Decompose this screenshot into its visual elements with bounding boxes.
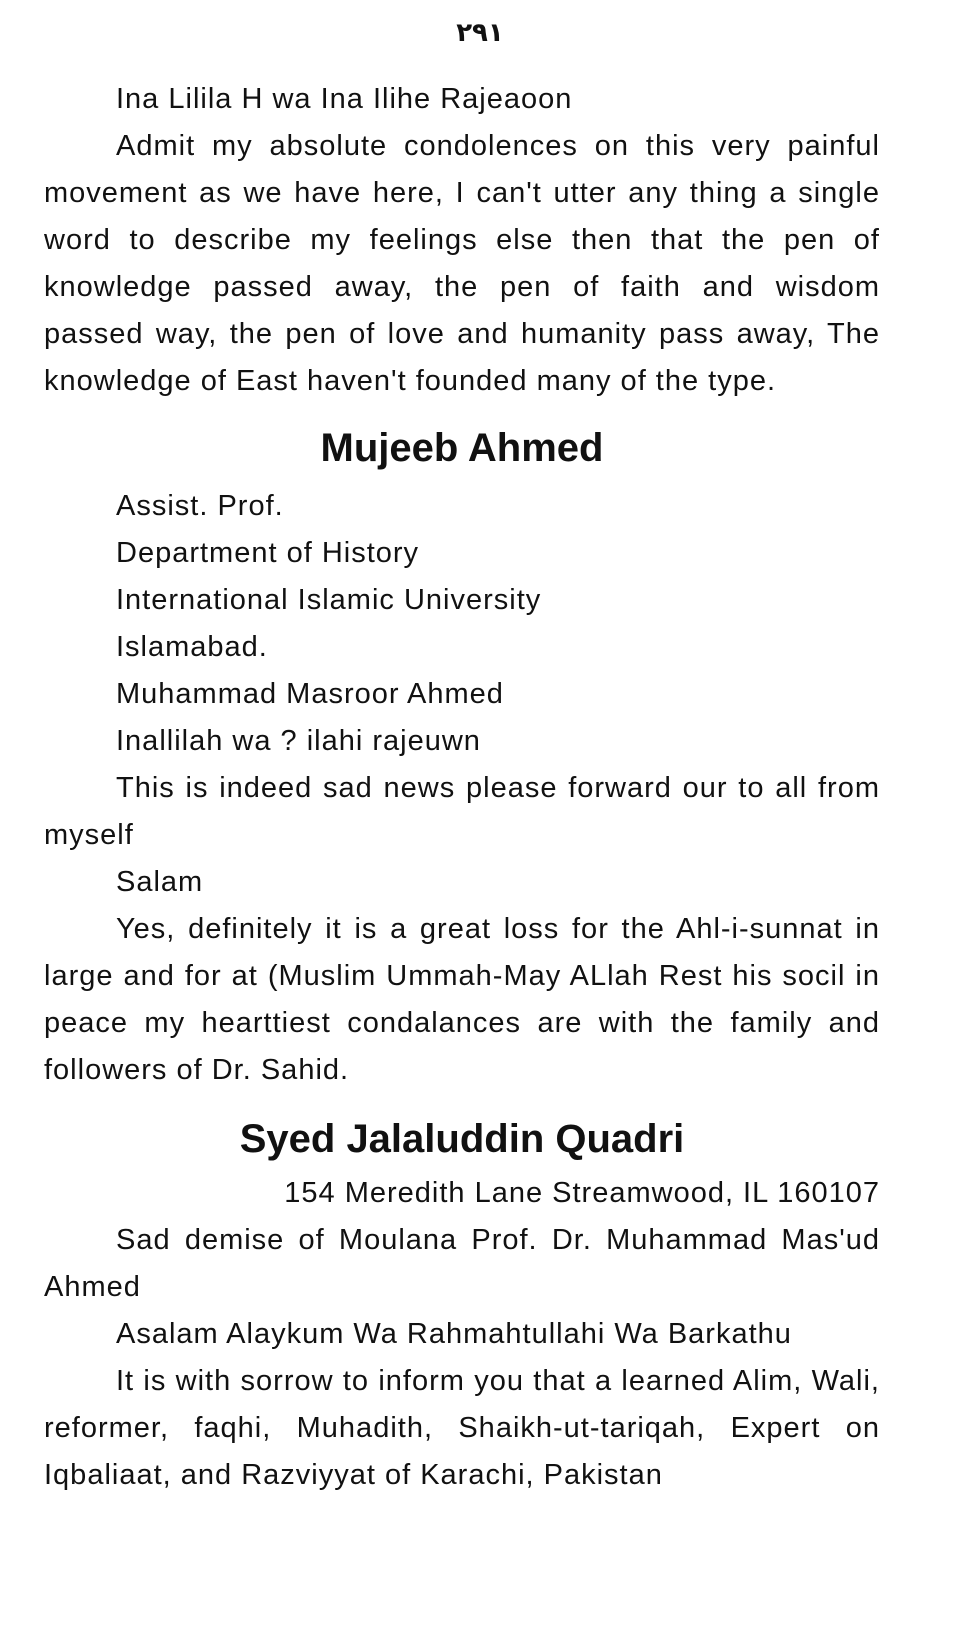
sorrow-paragraph: It is with sorrow to inform you that a learned Alim, Wali, reformer, faqhi, Muhadith, Shaikh-ut-tariqah, Expert on Iqbaliaat, and Razviyyat of Karachi, Pakistan (44, 1365, 880, 1491)
page-body (44, 76, 880, 1499)
department-line: Department of History (116, 537, 420, 569)
heading-syed-jalaluddin-quadri: Syed Jalaluddin Quadri (239, 1117, 685, 1161)
greeting-line: Asalam Alaykum Wa Rahmahtullahi Wa Barkathu (116, 1318, 792, 1350)
prayer-line-2: Inallilah wa ? ilahi rajeuwn (116, 725, 481, 757)
condolence-paragraph: Admit my absolute condolences on this very painful movement as we have here, I can't utter any thing a single word to describe my feelings else then that the pen of knowledge passed away, the pen of faith and wisdom passed way, the pen of love and humanity pass away, The knowledge of East haven't founded many of the type. (44, 130, 880, 397)
city-line: Islamabad. (116, 631, 268, 663)
heading-mujeeb-ahmed: Mujeeb Ahmed (320, 426, 604, 470)
salam-line: Salam (116, 866, 204, 898)
subject-paragraph: Sad demise of Moulana Prof. Dr. Muhammad Mas'ud Ahmed (44, 1224, 880, 1303)
address-line: 154 Meredith Lane Streamwood, IL 160107 (284, 1177, 880, 1209)
sad-news-paragraph: This is indeed sad news please forward our to all from myself (44, 772, 880, 851)
loss-paragraph: Yes, definitely it is a great loss for the Ahl-i-sunnat in large and for at (Muslim Ummah-May ALlah Rest his socil in peace my hearttiest condalances are with the family and followers of Dr. Sahid. (44, 913, 880, 1086)
recipient-line: Muhammad Masroor Ahmed (116, 678, 504, 710)
page-number: ۲۹۱ (456, 18, 504, 48)
prayer-line: Ina Lilila H wa Ina Ilihe Rajeaoon (116, 83, 573, 115)
university-line: International Islamic University (116, 584, 542, 616)
title-line: Assist. Prof. (116, 490, 284, 522)
